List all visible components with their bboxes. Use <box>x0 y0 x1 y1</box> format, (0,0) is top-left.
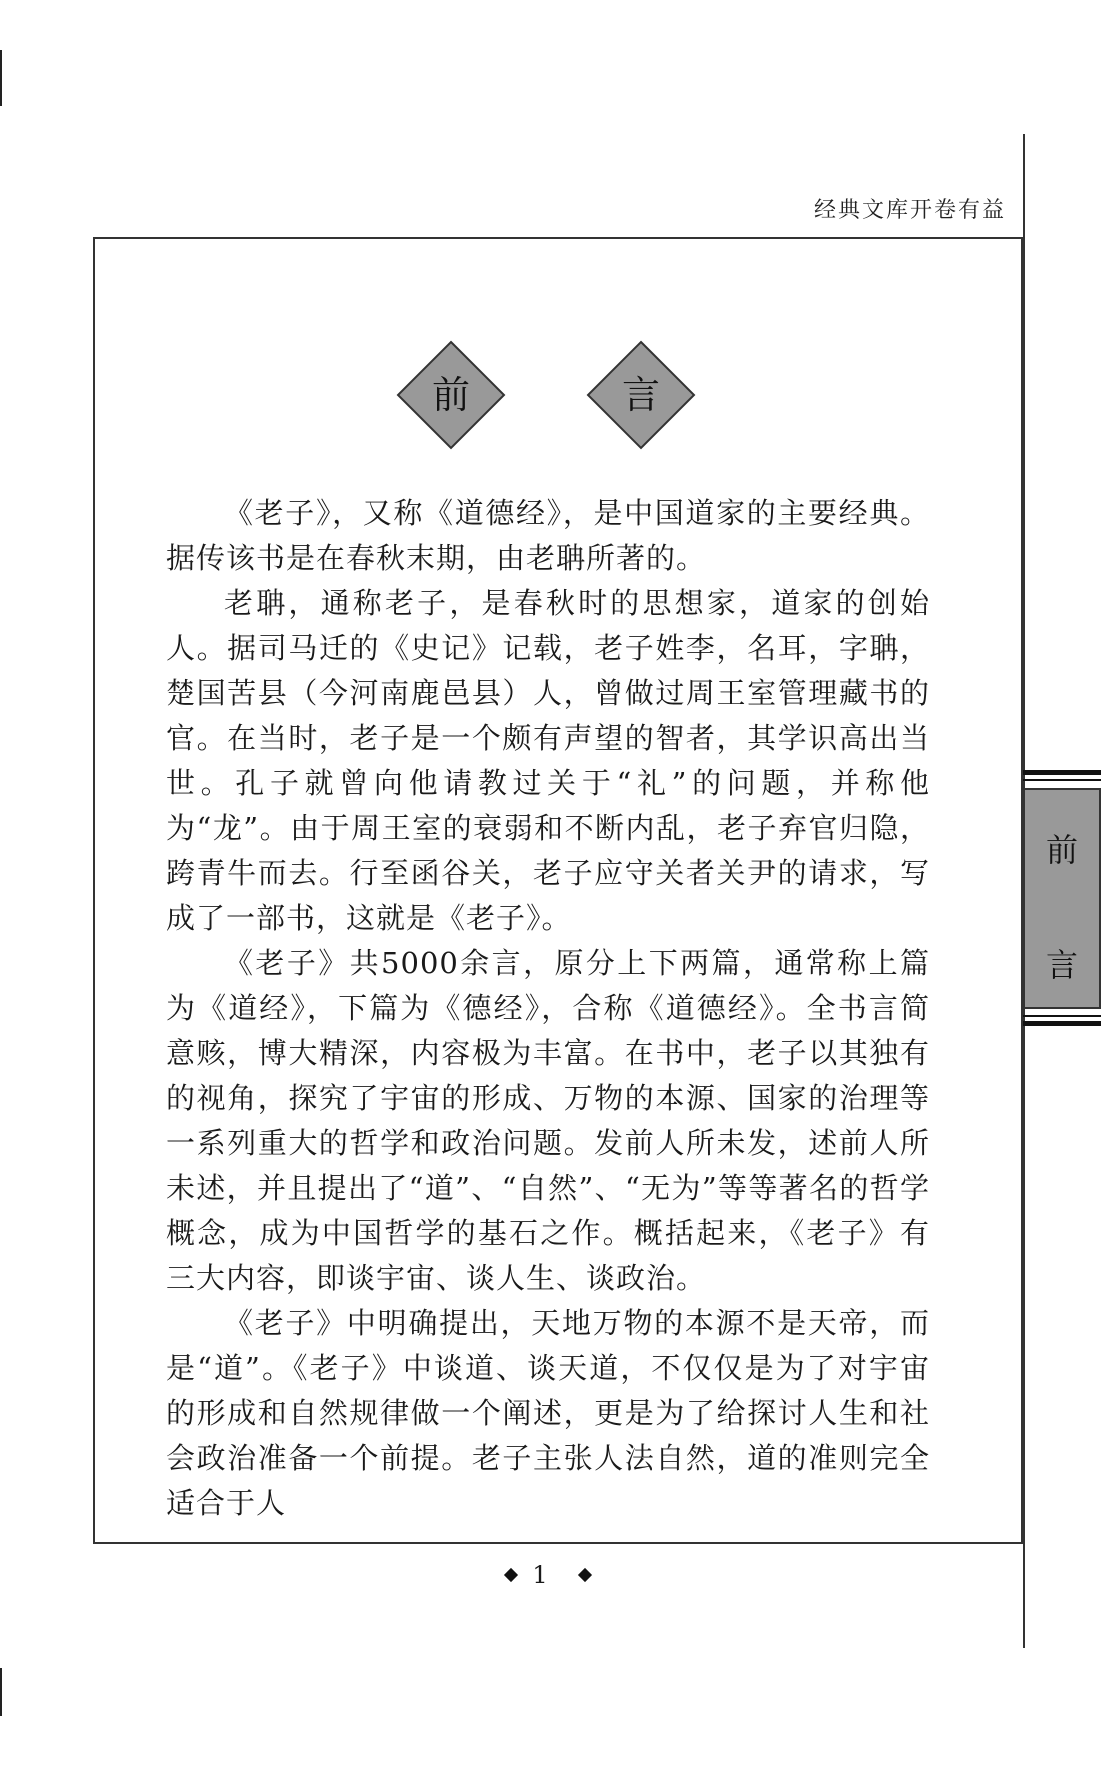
tab-rule-bottom-thick <box>1023 1021 1101 1026</box>
body-text <box>166 491 930 1526</box>
title-char-2: 言 <box>621 373 660 417</box>
title-diamond-1 <box>396 340 506 450</box>
tab-char-2: 言 <box>1045 946 1078 984</box>
crop-mark-top <box>0 50 2 106</box>
running-header: 经典文库开卷有益 <box>813 198 1006 223</box>
tab-rule-bottom-thin <box>1023 1015 1101 1017</box>
side-thumb-tab <box>1023 770 1101 1028</box>
paragraph-4: 《老子》中明确提出，天地万物的本源不是天帝，而是“道”。《老子》中谈道、谈天道，不仅仅是为了对宇宙的形成和自然规律做一个阐述，更是为了给探讨人生和社会政治准备一个前提。老子主张人法自然，道的准则完全适合于人 <box>166 1306 930 1520</box>
paragraph-1: 《老子》，又称《道德经》，是中国道家的主要经典。据传该书是在春秋末期，由老聃所著的。 <box>166 496 930 575</box>
title-char-1: 前 <box>431 373 470 417</box>
page-footer <box>0 1560 1101 1590</box>
paragraph-2: 老聃，通称老子，是春秋时的思想家，道家的创始人。据司马迁的《史记》记载，老子姓李，名耳，字聃，楚国苦县（今河南鹿邑县）人，曾做过周王室管理藏书的官。在当时，老子是一个颇有声望的智者，其学识高出当世。孔子就曾向他请教过关于“礼”的问题，并称他为“龙”。由于周王室的衰弱和不断内乱，老子弃官归隐，跨青牛而去。行至函谷关，老子应守关者关尹的请求，写成了一部书，这就是《老子》。 <box>166 586 930 935</box>
page-number: 1 <box>532 1561 548 1589</box>
tab-rule-top-thick <box>1023 770 1101 775</box>
title-diamond-2 <box>586 340 696 450</box>
tab-rule-top-thin <box>1023 779 1101 781</box>
diamond-bullet-icon <box>578 1568 592 1582</box>
paragraph-3: 《老子》共5000余言，原分上下两篇，通常称上篇为《道经》，下篇为《德经》，合称《道德经》。全书言简意赅，博大精深，内容极为丰富。在书中，老子以其独有的视角，探究了宇宙的形成、万物的本源、国家的治理等一系列重大的哲学和政治问题。发前人所未发，述前人所未述，并且提出了“道”、“自然”、“无为”等等著名的哲学概念，成为中国哲学的基石之作。概括起来，《老子》有三大内容，即谈宇宙、谈人生、谈政治。 <box>166 946 930 1295</box>
tab-char-1: 前 <box>1045 831 1078 869</box>
crop-mark-bottom <box>0 1668 2 1716</box>
diamond-bullet-icon <box>504 1568 518 1582</box>
